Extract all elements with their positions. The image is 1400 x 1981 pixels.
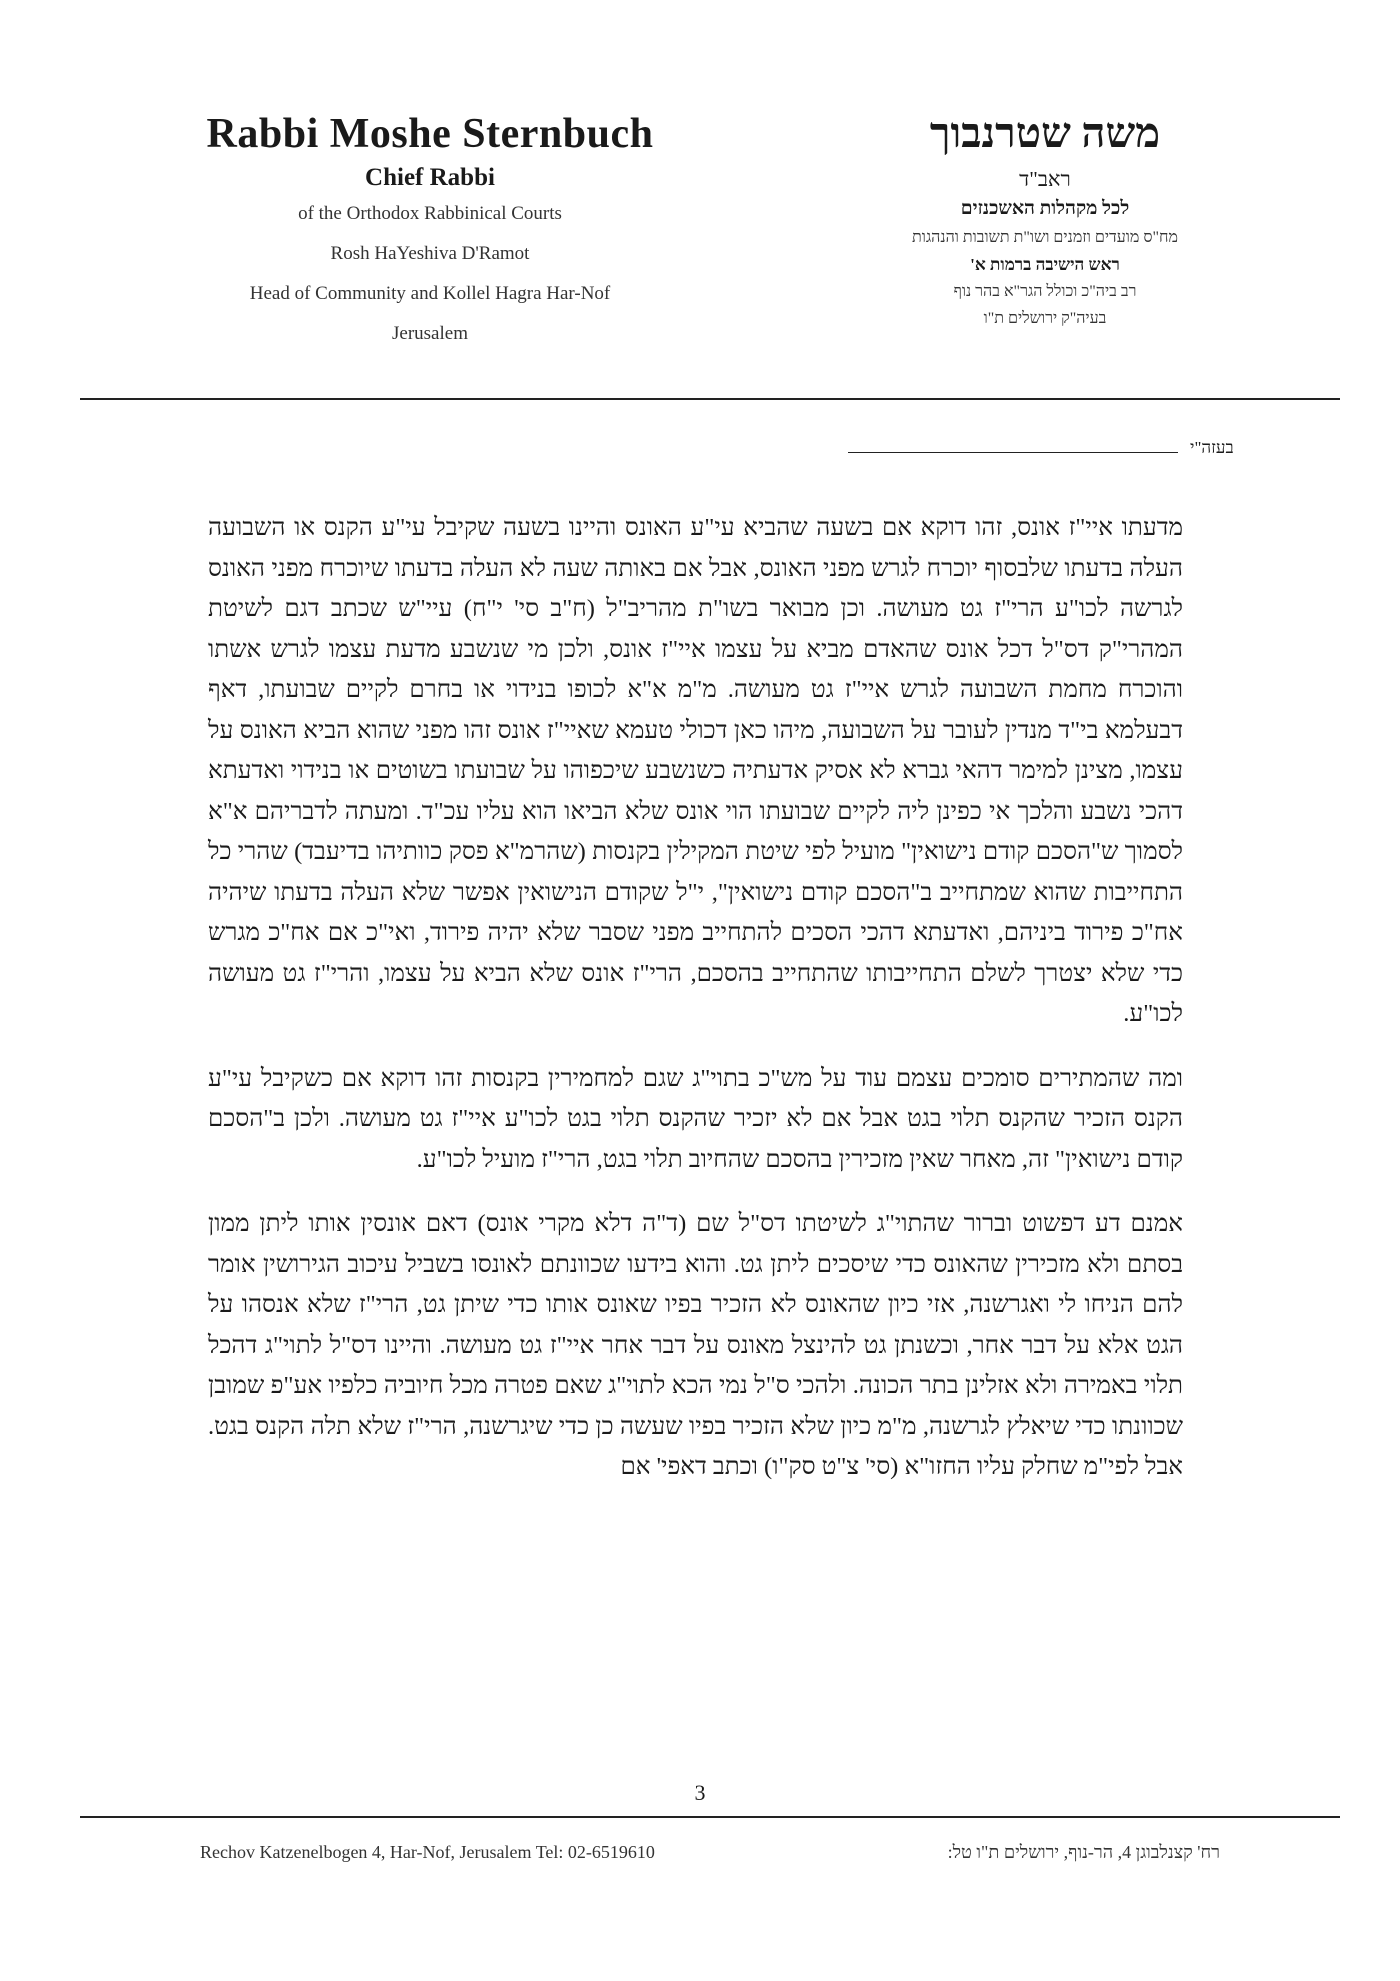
header-en-line: Rosh HaYeshiva D'Ramot — [330, 243, 530, 264]
yeshiva-line-he: ראש הישיבה ברמות א' — [970, 255, 1120, 274]
footer-address-en: Rechov Katzenelbogen 4, Har-Nof, Jerusalem Tel: 02-6519610 — [200, 1842, 655, 1862]
date-label: בעזה"י — [1190, 438, 1234, 457]
rav-line-he: רב ביה"כ וכולל הגר"א בהר נוף — [953, 283, 1137, 300]
header-en-line: Jerusalem — [392, 323, 468, 344]
rabbi-title-he: ראב"ד — [1019, 167, 1071, 191]
author-line-he: מח"ס מועדים וזמנים ושו"ת תשובות והנהגות — [912, 229, 1178, 246]
header-divider — [80, 398, 1340, 400]
header-en-line: of the Orthodox Rabbinical Courts — [298, 203, 562, 224]
footer-divider — [80, 1816, 1340, 1818]
rabbi-title-en: Chief Rabbi — [365, 164, 495, 191]
body-paragraph: ומה שהמתירים סומכים עצמם עוד על מש"כ בתוי"ג שגם למחמירין בקנסות זהו דוקא אם כשקיבל עי"ע הקנס הזכיר שהקנס תלוי בגט אבל אם לא יזכיר שהקנס תלוי בגט לכו"ע איי"ז גט מעושה. ולכן ב"הסכם קודם נישואין" זה, מאחר שאין מזכירין בהסכם שהחיוב תלוי בגט, הרי"ז מועיל לכו"ע. — [208, 1064, 1183, 1173]
letter-body — [208, 508, 1183, 1512]
body-paragraph: אמנם דע דפשוט וברור שהתוי"ג לשיטתו דס"ל שם (ד"ה דלא מקרי אונס) דאם אונסין אותו ליתן ממון בסתם ולא מזכירין שהאונס כדי שיסכים ליתן גט. והוא בידעו שכוונתם לאונסו בשביל עיכוב הגירושין אומר להם הניחו לי ואגרשנה, אזי כיון שהאונס לא הזכיר בפיו שאונס אותו כדי שיתן גט, הרי"ז שלא אנסהו על הגט אלא על דבר אחר, וכשנתן גט להינצל מאונס על דבר אחר איי"ז גט מעושה. והיינו דס"ל לתוי"ג דהכל תלוי באמירה ולא אזלינן בתר הכונה. ולהכי ס"ל נמי הכא לתוי"ג שאם פטרה מכל חיוביה כלפיו אע"פ שמובן שכוונתו כדי שיאלץ לגרשנה, מ"מ כיון שלא הזכיר בפיו שעשה כן כדי שיגרשנה, הרי"ז שלא תלה הקנס בגט. אבל לפי"מ שחלק עליו החזו"א (סי' צ"ט סק"ו) וכתב דאפי' אם — [208, 1210, 1183, 1480]
footer-address-he: רח' קצנלבוגן 4, הר-נוף, ירושלים ת"ו טל: — [947, 1842, 1220, 1862]
community-line-he: לכל מקהלות האשכנזים — [960, 198, 1130, 219]
body-paragraph: מדעתו איי"ז אונס, זהו דוקא אם בשעה שהביא עי"ע האונס והיינו בשעה שקיבל עי"ע הקנס או השבועה העלה בדעתו שלבסוף יוכרח לגרש מפני האונס, אבל אם באותה שעה לא העלה בדעתו שיוכרח מפני האונס לגרשה לכו"ע הרי"ז גט מעושה. וכן מבואר בשו"ת מהריב"ל (ח"ב סי' י"ח) עיי"ש שכתב דגם לשיטת המהרי"ק דס"ל דכל אונס שהאדם מביא על עצמו איי"ז אונס, ולכן מי שנשבע מדעת עצמו לגרש אשתו והוכרח מחמת השבועה לגרש איי"ז גט מעושה. מ"מ א"א לכופו בנידוי או בחרם לקיים שבועתו, דאף דבעלמא בי"ד מנדין לעובר על השבועה, מיהו כאן דכולי טעמא שאיי"ז אונס זהו מפני שהוא הביא האונס על עצמו, מצינן למימר דהאי גברא לא אסיק אדעתיה כשנשבע שיכפוהו על שבועתו בשוטים או בנידוי ואדעתא דהכי נשבע והלכך אי כפינן ליה לקיים שבועתו הוי אונס שלא הביאו הוא עליו עכ"ד. ומעתה לדבריהם א"א לסמוך ש"הסכם קודם נישואין" מועיל לפי שיטת המקילין בקנסות (שהרמ"א פסק כוותיהו בדיעבד) שהרי כל התחייבות שהוא שמתחייב ב"הסכם קודם נישואין", י"ל שקודם הנישואין אפשר שלא העלה בדעתו שיהיה אח"כ פירוד ביניהם, ואדעתא דהכי הסכים להתחייב מפני שסבר שלא יהיה פירוד, ואי"כ אם אח"כ מגרש כדי שלא יצטרך לשלם התחייבותו שהתחייב בהסכם, הרי"ז אונס שלא הביא על עצמו, והרי"ז גט מעושה לכו"ע. — [208, 514, 1183, 1027]
header-hebrew — [860, 108, 1230, 332]
header-en-line: Head of Community and Kollel Hagra Har-Nof — [249, 283, 611, 304]
rabbi-name-he: משה שטרנבוך — [929, 111, 1161, 157]
city-line-he: בעיה"ק ירושלים ת"ו — [983, 310, 1107, 327]
date-blank-line — [848, 452, 1178, 453]
header-english — [200, 108, 660, 354]
page-number: 3 — [694, 1780, 706, 1805]
rabbi-name-en: Rabbi Moshe Sternbuch — [206, 111, 654, 157]
